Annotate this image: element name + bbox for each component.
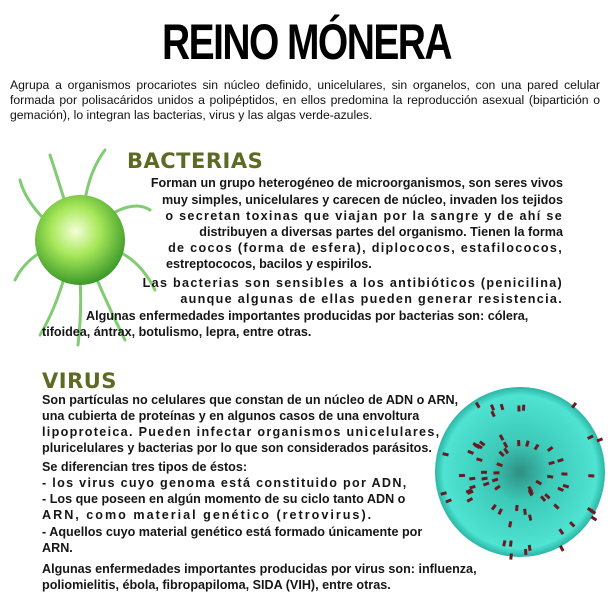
virus-text-line: ARN, como material genético (retrovirus). (42, 508, 374, 522)
bacterias-text-line: muy simples, unicelulares y carecen de núcleo, invaden los tejidos (161, 193, 563, 207)
bacterias-text-line: distribuyen a diversas partes del organismo. Tienen la forma (199, 225, 563, 239)
virus-spike (517, 440, 520, 446)
bacterias-text-line: o secretan toxinas que viajan por la sangre y de ahí se (165, 209, 563, 223)
bacterias-text-line: Las bacterias son sensibles a los antibióticos (penicilina) (142, 276, 563, 290)
bacterias-text-line: Algunas enfermedades importantes producidas por bacterias son: cólera, (86, 309, 529, 323)
virus-spike (493, 471, 499, 474)
bacterias-text-line: tifoidea, ántrax, botulismo, lepra, entre otras. (42, 325, 312, 339)
virus-text-line: - los virus cuyo genoma está constituido por ADN, (42, 476, 408, 490)
bacterias-text-line: Forman un grupo heterogéneo de microorganismos, son seres vivos (150, 176, 563, 190)
bacterias-text-line: estreptococos, bacilos y espirilos. (166, 257, 372, 271)
virus-text-line: lipoproteica. Pueden infectar organismos unicelulares, (42, 425, 441, 439)
virus-text-line: Son partículas no celulares que constan de un núcleo de ADN o ARN, (42, 393, 459, 407)
virus-text-line: pluricelulares y bacterias por lo que son considerados parásitos. (42, 441, 432, 455)
virus-text-line: poliomielitis, ébola, fibropapiloma, SIDA (VIH), entre otras. (42, 578, 391, 592)
virus-spike (588, 474, 594, 477)
intro-paragraph: Agrupa a organismos procariotes sin núcleo definido, unicelulares, sin organelos, con una pared celular formada por polisacáridos unidos a polipéptidos, en ellos predomina la reproducción asexual (bipartición o gemación), lo integran las bacterias, virus y las algas verde-azules. (10, 78, 600, 122)
virus-heading: VIRUS (42, 369, 117, 393)
virus-spike (522, 405, 525, 411)
virus-spike (515, 505, 519, 511)
virus-text-line: ARN. (42, 541, 73, 555)
virus-text-line: Algunas enfermedades importantes producidas por virus son: influenza, (42, 562, 477, 576)
virus-spike (481, 471, 487, 474)
page-title: REINO MÓNERA (162, 14, 451, 70)
virus-spike (459, 474, 465, 477)
virus-spike (524, 549, 527, 555)
virus-spike (561, 472, 567, 475)
virus-text-line: - Aquellos cuyo material genético está formado únicamente por (42, 525, 423, 539)
virus-spike (517, 405, 520, 411)
bacterias-text-line: aunque algunas de ellas pueden generar resistencia. (180, 292, 563, 306)
virus-text-line: Se diferencian tres tipos de éstos: (42, 460, 248, 474)
virus-text-line: una cubierta de proteínas y en algunos casos de una envoltura (42, 409, 420, 423)
bacterias-heading: BACTERIAS (127, 149, 264, 173)
virus-spike (509, 553, 513, 559)
virus-spike (559, 545, 565, 552)
bacterias-text-line: de cocos (forma de esfera), diplococos, estafilococos, (168, 241, 563, 255)
virus-text-line: - Los que poseen en algún momento de su ciclo tanto ADN o (42, 492, 406, 506)
